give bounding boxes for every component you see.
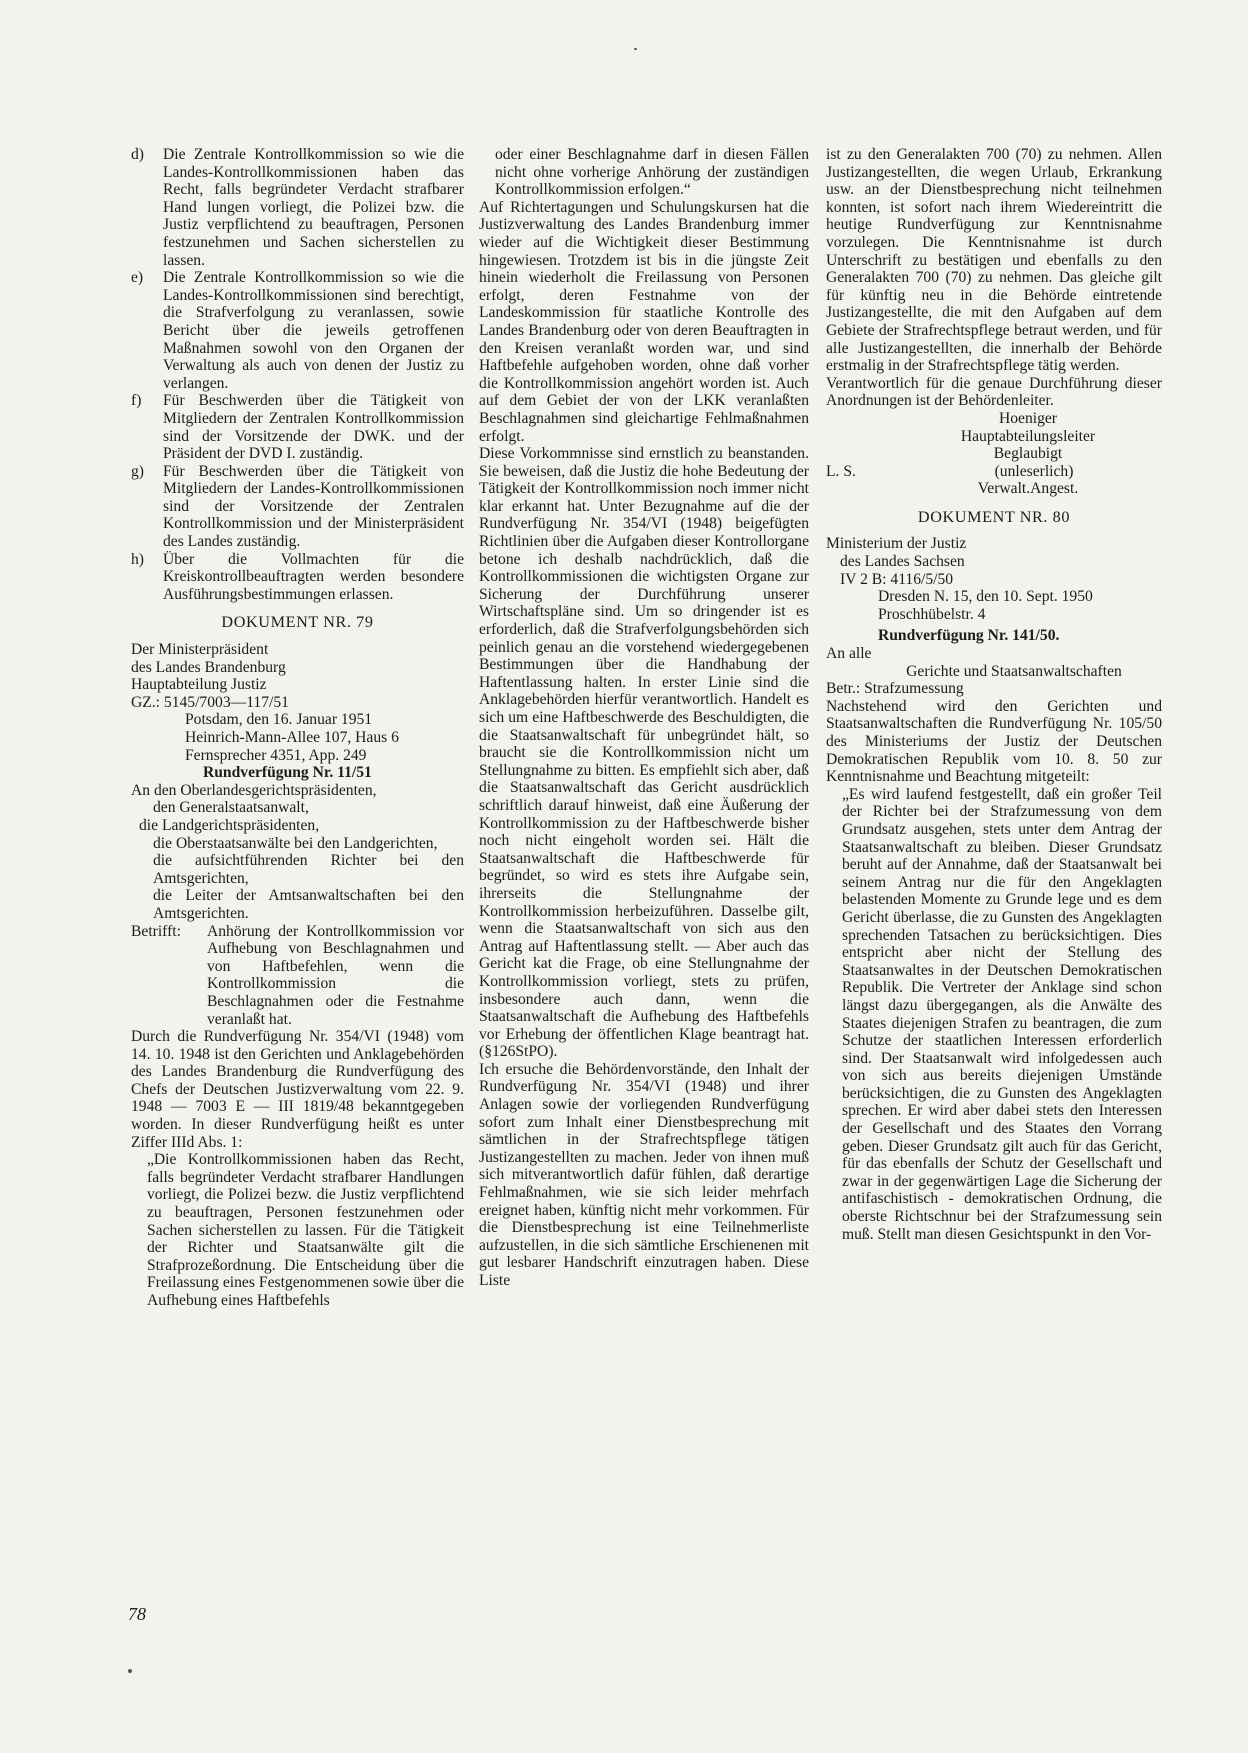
seal-mark: L. S. [826, 462, 856, 480]
item-text: Für Beschwerden über die Tätigkeit von Mitgliedern der Landes-Kontrollkommissionen sind der Vorsitzende der Zentralen Kontrollkommission und der Ministerpräsident des Landes zuständig. [163, 462, 464, 551]
item-text: Für Beschwerden über die Tätigkeit von Mitgliedern der Zentralen Kontrollkommission sind der Vorsitzende der DWK. und der Präsident der DVD I. zuständig. [163, 392, 464, 463]
signatory-name: Hoeniger [998, 409, 1058, 427]
column-middle [479, 146, 809, 1290]
item-text: Die Zentrale Kontrollkommission so wie die Landes-Kontrollkommissionen haben das Recht, falls begründeter Verdacht strafbarer Hand lungen vorliegt, die Polizei bzw. die Justiz verpflichtend zu beauftragen, Personen festzunehmen und Sachen sicherstellen zu lassen. [163, 146, 464, 269]
body-paragraph: Nachstehend wird den Gerichten und Staatsanwaltschaften die Rundverfügung Nr. 105/50 des Ministeriums der Justiz der Deutschen Demokratischen Republik vom 10. 8. 50 zur Kenntnisnahme und Beachtung mitgeteilt: [826, 697, 1162, 786]
page-number: 78 [128, 1604, 146, 1624]
item-text: Über die Vollmachten für die Kreiskontrollbeauftragten werden besondere Ausführungsbestimmungen erlassen. [163, 550, 464, 603]
circular-title: Rundverfügung Nr. 141/50. [878, 627, 1060, 645]
address-line: Heinrich-Mann-Allee 107, Haus 6 [185, 729, 399, 746]
print-speck [634, 48, 637, 50]
quotation: „Es wird laufend festgestellt, daß ein großer Teil der Richter bei der Strafzumessung von dem Grundsatz ausgehen, stets unter dem Antrag der Staatsanwaltschaft zu bleiben. Dieser Grundsatz beruht auf der Annahme, daß der Staatsanwalt bei seinem Antrag nur die für den Angeklagten belastenden Momente zu Grunde lege und es dem Gericht überlasse, die zu Gunsten des Angeklagten sprechenden Tatsachen zu berücksichtigen. Dies entspricht aber nicht der Stellung des Staatsanwaltes in der Deutschen Demokratischen Republik. Die Vertreter der Anklage sind schon längst dazu übergegangen, als die Anwälte des Staates diejenigen Strafen zu beantragen, die zum Schutze der staatlichen Interessen erforderlich sind. Der Staatsanwalt wird infolgedessen auch von sich aus bereits diejenigen Umstände berücksichtigen, die zu Gunsten des Angeklagten sprechen. Er wird aber dabei stets den Interessen der Gesellschaft und des Staates den Vorrang geben. Dieser Grundsatz gilt auch für das Gericht, für das ebenfalls der Schutz der Gesellschaft und zwar in der gegenwärtigen Lage die Sicherung der antifaschistisch - demokratischen Ordnung, die oberste Richtschnur bei der Strafzumessung sein muß. Stellt man diesen Gesichtspunkt in den Vor- [842, 785, 1162, 1243]
place-date-line: Potsdam, den 16. Januar 1951 [185, 711, 373, 729]
document-79-heading: DOKUMENT NR. 79 [221, 613, 374, 632]
recipient-line: An den Oberlandesgerichtspräsidenten, [131, 781, 377, 799]
item-label: h) [131, 550, 144, 568]
list-item-e [131, 269, 464, 392]
subject-line: Betr.: Strafzumessung [826, 680, 964, 698]
recipient-line: die Leiter der Amtsanwaltschaften bei den Amtsgerichten. [153, 887, 464, 922]
clerk-title: Verwalt.Angest. [977, 480, 1079, 498]
recipient-line: An alle [826, 645, 872, 663]
body-paragraph: Verantwortlich für die genaue Durchführung dieser Anordnungen ist der Behördenleiter. [826, 374, 1162, 410]
recipient-line: die Oberstaatsanwälte bei den Landgerichten, [153, 834, 438, 852]
list-item-g [131, 463, 464, 551]
item-label: g) [131, 462, 144, 480]
recipient-line: den Generalstaatsanwalt, [153, 799, 309, 817]
body-paragraph: Auf Richtertagungen und Schulungskursen hat die Justizverwaltung des Landes Brandenburg immer wieder auf die Wichtigkeit dieser Bestimmung hingewiesen. Trotzdem ist bis in die jüngste Zeit hinein wiederholt die Freilassung von Personen erfolgt, deren Festnahme von der Landeskommission für staatliche Kontrolle des Landes Brandenburg oder von deren Beauftragten in den Kreisen veranlaßt worden war, und sind Haftbefehle aufgehoben worden, ohne daß vorher die Kontrollkommission angehört worden ist. Auch auf dem Gebiet der von der LKK veranlaßten Beschlagnahmen sind gleichartige Fehlmaßnahmen erfolgt. [479, 198, 809, 445]
sender-line: Hauptabteilung Justiz [131, 676, 267, 694]
subject-text: Anhörung der Kontrollkommission vor Aufhebung von Beschlagnahmen und von Haftbefehlen, wenn die Kontrollkommission die Beschlagnahmen oder die Festnahme veranlaßt hat. [207, 922, 464, 1028]
item-label: f) [131, 392, 142, 410]
list-item-f [131, 392, 464, 462]
file-reference: IV 2 B: 4116/5/50 [840, 570, 954, 588]
recipient-line: die aufsichtführenden Richter bei den Amtsgerichten, [153, 852, 464, 887]
illegible-note: (unleserlich) [994, 462, 1074, 480]
address-line: Proschhübelstr. 4 [878, 605, 986, 623]
item-text: Die Zentrale Kontrollkommission so wie die Landes-Kontrollkommissionen sind berechtigt, die Strafverfolgung zu veranlassen, sowie Bericht über die jeweils getroffenen Maßnahmen sowohl von den Organen der Verwaltung als auch von denen der Justiz zu verlangen. [163, 269, 464, 392]
body-paragraph: ist zu den Generalakten 700 (70) zu nehmen. Allen Justizangestellten, die wegen Urlaub, Erkrankung usw. an der Dienstbesprechung nicht teilnehmen konnten, ist sofort nach ihrem Wiedereintritt die heutige Rundverfügung zur Kenntnisnahme vorzulegen. Die Kenntnisnahme ist durch Unterschrift zu bestätigen und ebenfalls zu den Generalakten 700 (70) zu nehmen. Das gleiche gilt für künftig neu in die Behörde eintretende Justizangestellte, die mit den Aufgaben auf dem Gebiete der Strafrechtspflege betraut werden, und für alle Justizangestellten, die innerhalb der Behörde erstmalig in der Strafrechtspflege tätig werden. [826, 146, 1162, 375]
sender-line: des Landes Sachsen [840, 553, 965, 571]
item-label: e) [131, 269, 144, 287]
recipient-line: Gerichte und Staatsanwaltschaften [906, 662, 1122, 680]
sender-line: Ministerium der Justiz [826, 535, 967, 553]
circular-title: Rundverfügung Nr. 11/51 [203, 764, 372, 782]
body-paragraph: Ich ersuche die Behördenvorstände, den Inhalt der Rundverfügung Nr. 354/VI (1948) und ihrer Anlagen sowie der vorliegenden Rundverfügung sofort zum Inhalt einer Dienstbesprechung mit sämtlichen in der Strafrechtspflege tätigen Justizangestellten zu machen. Jeder von ihnen muß sich mitverantwortlich dafür fühlen, daß derartige Fehlmaßnahmen, wie sie sich leider mehrfach ereignet haben, künftig nicht mehr vorkommen. Für die Dienstbesprechung ist eine Teilnehmerliste aufzustellen, in die sich sämtliche Erschienenen mit gut lesbarer Handschrift einzutragen haben. Diese Liste [479, 1060, 809, 1289]
document-80-heading: DOKUMENT NR. 80 [917, 507, 1071, 526]
body-paragraph: Diese Vorkommnisse sind ernstlich zu beanstanden. Sie beweisen, daß die Justiz die hohe Bedeutung der Tätigkeit der Kontrollkommission noch immer nicht klar erkannt hat. Unter Bezugnahme auf die der Rundverfügung Nr. 354/VI (1948) beigefügten Richtlinien über die Aufgaben dieser Kontrollorgane betone ich deshalb nachdrücklich, daß die Kontrollkommissionen die wichtigsten Organe zur Sicherung der Durchführung unserer Wirtschaftspläne sind. Um so dringender ist es erforderlich, daß die Strafverfolgungsbehörden sich peinlich genau an die vorstehend wiedergegebenen Bestimmungen über die Handhabung der Haftentlassung halten. In erster Linie sind die Anklagebehörden hierfür verantwortlich. Handelt es sich um eine Haftbeschwerde des Beschuldigten, die die Staatsanwaltschaft für unbegründet hält, so braucht sie die Kontrollkommission nicht um Stellungnahme zu bitten. Es empfiehlt sich aber, daß die Staatsanwaltschaft das Gericht ausdrücklich schriftlich darauf hinweist, daß eine Äußerung der Kontrollkommission zu der Haftbeschwerde bisher noch nicht eingeholt worden sei. Hält die Staatsanwaltschaft die Haftbeschwerde für begründet, so wird es stets ihre Aufgabe sein, ihrerseits die Stellungnahme der Kontrollkommission herbeizuführen. Dasselbe gilt, wenn die Staatsanwaltschaft von sich aus den Antrag auf Haftentlassung stellt. — Aber auch das Gericht kat die Frage, ob eine Stellungnahme der Kontrollkommission vorliegt, stets zu prüfen, insbesondere auch dann, wenn die Staatsanwaltschaft die Aufhebung des Haftbefehls vor Erhebung der öffentlichen Klage beantragt hat. (§126StPO). [479, 445, 809, 1061]
quotation-continued: oder einer Beschlagnahme darf in diesen Fällen nicht ohne vorherige Anhörung der zuständigen Kontrollkommission erfolgen.“ [495, 146, 809, 199]
certified-label: Beglaubigt [993, 445, 1063, 463]
quotation: „Die Kontrollkommissionen haben das Recht, falls begründeter Verdacht strafbarer Handlungen vorliegt, die Polizei bezw. die Justiz verpflichtend zu beauftragen, Personen festzunehmen oder Sachen sicherstellen zu lassen. Für die Tätigkeit der Richter und Staatsanwälte gilt die Strafprozeßordnung. Die Entscheidung über die Freilassung eines Festgenommenen sowie über die Aufhebung eines Haftbefehls [147, 1151, 464, 1309]
list-item-d [131, 146, 464, 269]
item-label: d) [131, 146, 144, 163]
seal-row [826, 463, 1162, 481]
file-reference: GZ.: 5145/7003—117/51 [131, 693, 289, 711]
list-item-h [131, 551, 464, 604]
sender-line: des Landes Brandenburg [131, 658, 286, 676]
body-paragraph: Durch die Rundverfügung Nr. 354/VI (1948) vom 14. 10. 1948 ist den Gerichten und Anklagebehörden des Landes Brandenburg die Rundverfügung des Chefs der Deutschen Justizverwaltung vom 22. 9. 1948 — 7003 E — III 1819/48 bekanntgegeben worden. In dieser Rundverfügung heißt es unter Ziffer IIId Abs. 1: [131, 1028, 464, 1151]
column-right [826, 146, 1162, 1243]
subject-block [131, 923, 464, 1029]
place-date-line: Dresden N. 15, den 10. Sept. 1950 [878, 588, 1093, 606]
signatory-title: Hauptabteilungsleiter [960, 427, 1096, 445]
phone-line: Fernsprecher 4351, App. 249 [185, 746, 367, 764]
column-left [131, 146, 464, 1310]
subject-label: Betrifft: [131, 922, 181, 940]
print-speck [128, 1669, 132, 1673]
sender-line: Der Ministerpräsident [131, 641, 269, 659]
recipient-line: die Landgerichtspräsidenten, [139, 816, 320, 834]
